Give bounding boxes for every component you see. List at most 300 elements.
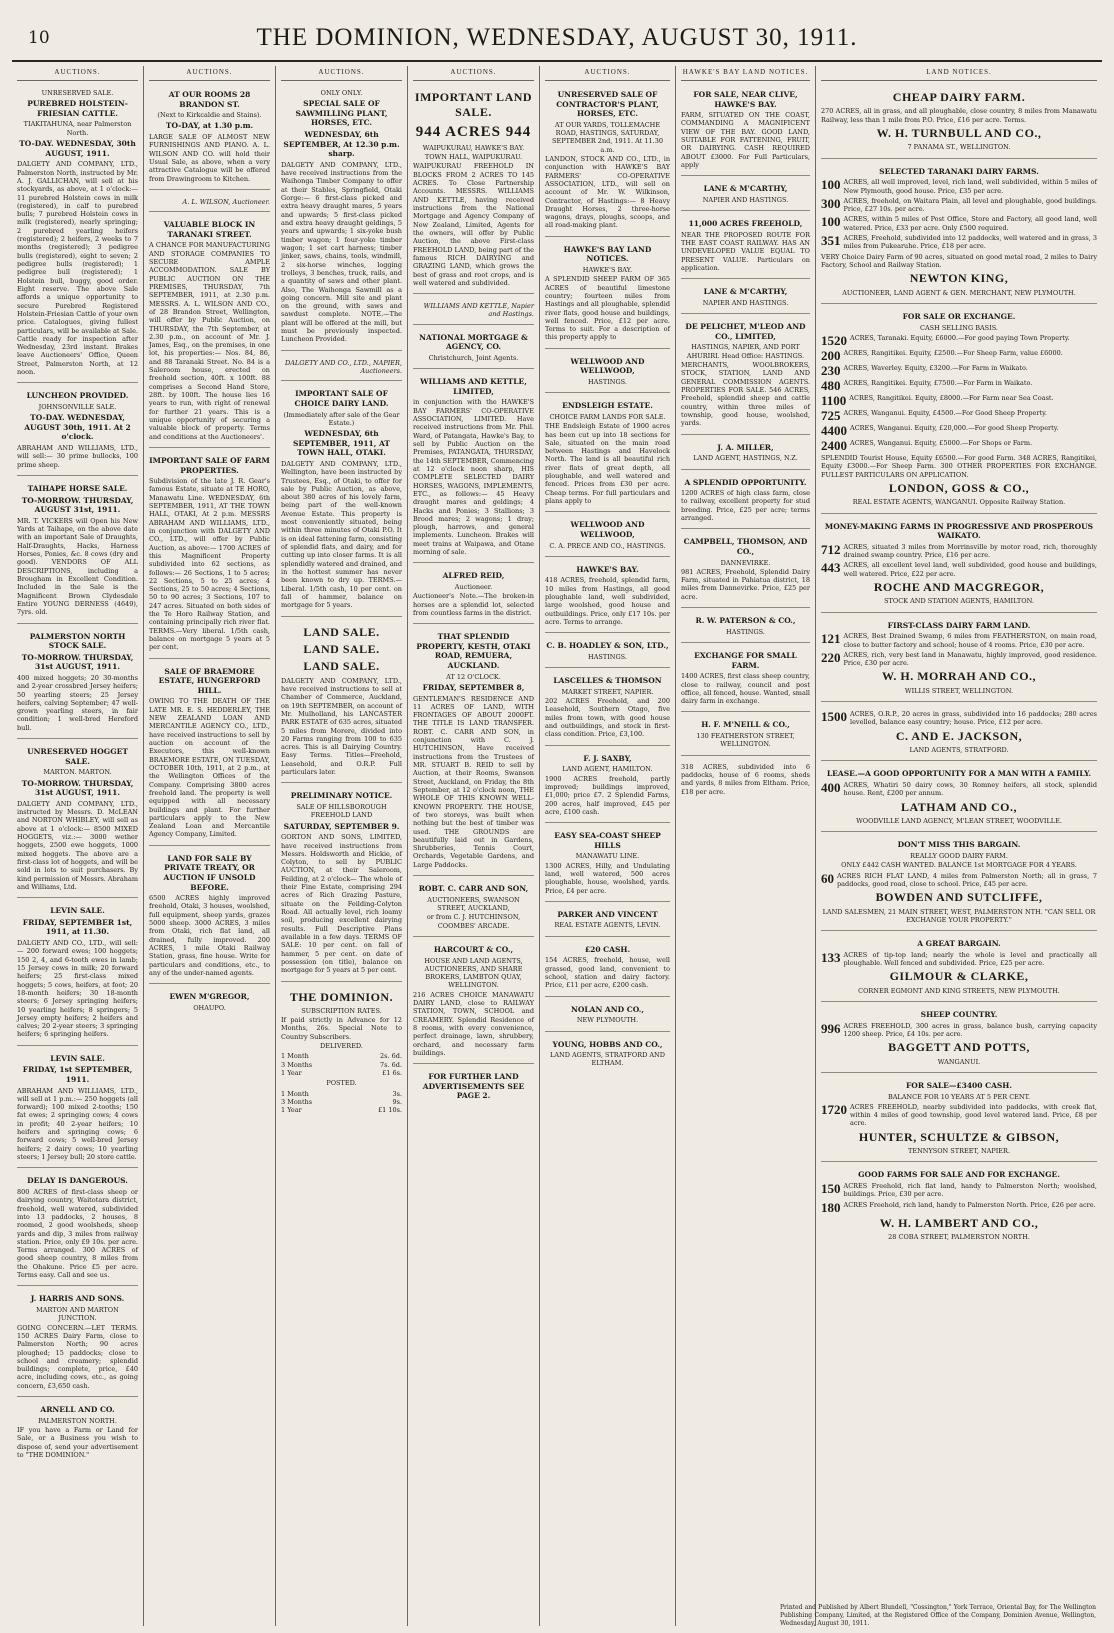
ad-title: PRELIMINARY NOTICE. [290,791,393,801]
ad-title: DELAY IS DANGEROUS. [27,1176,128,1186]
rate-period: 1 Year [281,1069,302,1078]
masthead [12,22,1102,62]
ad-body: 418 ACRES, freehold, splendid farm, 10 miles from Hastings, all good ploughable land, well subdivided, large woolshed, good house and outbuildings. Price, only £17 10s. per acre. Terms to arrange. [545,576,670,626]
ad-subtitle: MARKET STREET, NAPIER. [561,687,654,696]
firm-address: 7 PANAMA ST., WELLINGTON. [907,143,1011,152]
ad-title: WILLIAMS AND KETTLE, LIMITED, [420,377,527,396]
sale-date: TO-MORROW. THURSDAY, 31st AUGUST, 1911. [21,652,134,672]
sale-date: FRIDAY, 1st SEPTEMBER, 1911. [22,1065,133,1084]
ad-subtitle: HASTINGS. [588,652,627,661]
ad-body: WAIPUKURAU FREEHOLD IN BLOCKS FROM 2 ACRES TO 145 ACRES. To Close Partnership Accounts. MESSRS. WILLIAMS AND KETTLE, having received instructions from the National Mortgage and Agency Company of New Zealand, Limited, Agents for the owners, will offer by Public Auction, the above First-class FREEHOLD LAND, being part of the famous RICH DAIRYING and GRAZING LAND, which grows the best of grass and root crops, and is well watered and subdivided. [413,162,534,287]
firm-address: LAND SALESMEN, 21 MAIN STREET, WEST, PALMERSTON NTH. "CAN SELL OR EXCHANGE YOUR PROPERTY." [822,907,1096,924]
ad-title: 11,000 ACRES FREEHOLD, [688,219,803,229]
ad-title: DE PELICHET, M'LEOD AND CO., LIMITED, [685,322,806,341]
ad-title: ARNELL AND CO. [40,1405,115,1415]
ad-body: LANDON, STOCK AND CO., LTD., in conjunction with HAWKE'S BAY FARMERS' CO-OPERATIVE ASSOCIATION, LTD., will sell on account of Mr. W. Wilkinson, Contractor, of Hastings:— 8 Heavy Draught Horses, 2 three-horse wagons, drays, ploughs, scoops, and all road-making plant. [545,154,670,230]
column-heading: LAND NOTICES. [821,66,1097,81]
property-listing [821,349,1097,362]
property-listing [821,651,1097,668]
advertisement [545,826,670,902]
acreage-figure: 712 [821,541,841,557]
rate-period: 1 Month [281,1089,309,1098]
ad-title: IMPORTANT LAND SALE. [414,89,533,120]
firm-name: W. H. LAMBERT AND CO., [879,1215,1039,1230]
advertisement [17,1289,138,1397]
firm-address: LAND AGENTS, STRATFORD. [909,746,1009,755]
firm-name: W. H. MORRAH AND CO., [881,669,1037,684]
advertisement [681,759,810,802]
ad-title: PALMERSTON NORTH STOCK SALE. [29,631,126,651]
acreage-figure: 1520 [821,332,847,348]
ad-subtitle: TIAKITAHUNA, near Palmerston North. [23,120,132,137]
column-heading: AUCTIONS. [413,66,534,81]
advertisement [821,835,1097,931]
listing-text: ACRES, all excellent level land, well subdivided, good house and buildings, well watered. Price, £22 per acre. [843,561,1097,578]
advertisement [681,473,810,530]
firm-name: BAGGETT AND POTTS, [888,1040,1030,1055]
advertisement [149,987,270,1018]
advertisement [821,85,1097,159]
sale-date: TO-MORROW. THURSDAY, AUGUST 31st, 1911. [21,495,134,515]
advertisement [545,1035,670,1074]
ad-body: DALGETY AND CO., LTD., will sell:— 200 forward ewes; 100 hoggets; 150 2, 4, and 6-tooth ewes in lamb; 15 Jersey cows in milk; 20 forward heifers; 25 first-class mixed hoggets; 5 cows, heifers, at foot; 20 18-month heifers; 30 18-month steers; 6 Jersey springing heifers; 10 yearling heifers; 8 springers; 5 Jersey empty heifers; 2 heifers and calves; 20 2-year steers; 3 springing heifers; 6 springing heifers. [17,939,138,1039]
advertisement [821,1076,1097,1163]
column-heading: AUCTIONS. [545,66,670,81]
column-6 [676,66,816,1626]
ad-title: THE DOMINION. [289,989,394,1004]
ad-subtitle: 130 FEATHERSTON STREET, WELLINGTON. [696,732,795,749]
listing-text: ACRES Freehold, rich flat land, handy to Palmerston North; woolshed, buildings. Price, £30 per acre. [843,1182,1097,1199]
advertisement [821,764,1097,832]
ad-title: LAND SALE. [303,624,380,639]
advertisement [281,384,402,616]
property-listing [821,781,1097,798]
ad-subtitle: REALLY GOOD DAIRY FARM. [910,851,1008,860]
ad-body: DALGETY AND COMPANY, LTD., Wellington, have been instructed by Trustees, Esq., of Otaki, to offer for sale by Public Auction, as above, about 380 acres of his lovely farm, being part of the well-known Avenue Estate. This property is most conveniently situated, being within three minutes of Otaki P.O. It is on ideal fattening farm, consisting of splendid flats, and dairy, and for cutting up into closer farms. It is all splendidly watered and drained, and in the hottest summer has never been known to dry up. TERMS.—Liberal. 1/5th cash, 10 per cent. on fall of hammer, balance on mortgage for 5 years. [281,459,402,610]
ad-title: FOR SALE OR EXCHANGE. [902,312,1016,321]
ad-subtitle: BALANCE FOR 10 YEARS AT 5 PER CENT. [887,1092,1031,1101]
ad-title: FIRST-CLASS DAIRY FARM LAND. [887,620,1031,630]
property-listing [821,234,1097,251]
ad-subtitle: OHAUPO. [193,1003,226,1012]
ad-body: in conjunction with the HAWKE'S BAY FARMERS' CO-OPERATIVE ASSOCIATION, LIMITED. Have received instructions from Mr. Phil. Ward, of Patangata, Hawke's Bay, to sell by Public Auction on the Premises, PATANGATA, THURSDAY, the 14th SEPTEMBER, Commencing at 12 o'clock noon sharp, HIS COMPLETE SELECTED DAIRY HORSES, WAGONS, IMPLEMENTS, ETC., as follows:— 45 Heavy draught mares and geldings; 4 Hacks and Ponies; 3 Stallions; 3 Brood mares; 2 wagons; 1 dray; plough, harrows, and general implements. Luncheon. Brakes will meet trains at Waipawa, and Otane morning of sale. [413,398,535,557]
ad-subtitle: NEW PLYMOUTH. [576,1016,639,1025]
column-heading: AUCTIONS. [17,66,138,81]
ad-body: If paid strictly in Advance for 12 Months, 26s. Special Note to Country Subscribers. [281,1016,402,1041]
rate-price: £1 6s. [382,1069,402,1078]
ad-body: A SPLENDID SHEEP FARM OF 365 ACRES of beautiful limestone country; fourteen miles from Hastings and all ploughable, splendid river flats, good house and buildings, well fenced. Price, £12 per acre. Terms to suit. For a description of this property apply to [545,275,670,342]
listing-text: ACRES FREEHOLD, 300 acres in grass, balance bush, carrying capacity 1200 sheep. Price, £4 10s. per acre. [843,1021,1097,1038]
column-3 [276,66,408,1626]
ad-title: WELLWOOD AND WELLWOOD, [570,520,645,539]
listing-text: ACRES, Wanganui. Equity, £4500.—For Good Sheep Property. [843,408,1047,417]
listing-text: ACRES, Rangitikei. Equity, £2500.—For Sheep Farm, value £6000. [843,348,1063,357]
acreage-figure: 180 [821,1199,841,1215]
ad-subtitle: DANNEVIRKE. [720,558,771,567]
ad-subtitle: C. A. PRECE AND CO., HASTINGS. [549,541,666,550]
firm-name: LATHAM AND CO., [901,799,1017,814]
ad-title: C. B. HOADLEY & SON, LTD., [546,641,669,651]
listing-text: ACRES RICH FLAT LAND, 4 miles from Palmerston North; all in grass, 7 paddocks, good road, close to school. Price, £45 per acre. [837,871,1097,888]
ad-body: 981 ACRES, Freehold, Splendid Dairy Farm, situated in Pahiatua district, 18 miles from Dannevirke. Price, £25 per acre. [681,567,810,601]
signature: A. L. WILSON, Auctioneer. [182,197,270,206]
advertisement [413,566,534,624]
advertisement [681,317,810,434]
ad-title: A SPLENDID OPPORTUNITY. [684,477,807,487]
ad-subtitle: HASTINGS, NAPIER, AND PORT AHURIRI. Head Office: HASTINGS. [686,343,805,360]
ad-title: SHEEP COUNTRY. [920,1010,998,1020]
firm-address: WOODVILLE LAND AGENCY, M'LEAN STREET, WOODVILLE. [856,817,1062,826]
acreage-figure: 4400 [821,422,847,438]
ad-title: F. J. SAXBY, [583,753,632,763]
advertisement [281,354,402,382]
ad-subtitle: NAPIER AND HASTINGS. [702,195,789,204]
advertisement [821,517,1097,613]
firm-address: 28 COBA STREET, PALMERSTON NORTH. [888,1233,1030,1242]
property-listing [821,439,1097,452]
property-listing [821,178,1097,195]
advertisement [681,179,810,211]
listing-text: ACRES, Wanganui. Equity, £5000.—For Shops or Farm. [850,438,1033,447]
ad-subtitle: (Next to Kirkcaldie and Stains). [157,111,262,120]
ad-title: ROBT. C. CARR AND SON, [418,884,529,894]
ad-subtitle: MARTON. MARTON. [43,768,112,777]
advertisement [17,627,138,740]
column-heading: AUCTIONS. [149,66,270,81]
ad-subtitle: MARTON AND MARTON JUNCTION. [36,1305,119,1323]
ad-body: GENTLEMAN'S RESIDENCE AND 11 ACRES OF LAND, WITH FRONTAGES OF ABOUT 2000FT. THE TITLE IS LAND TRANSFER. ROBT. C. CARR AND SON, in conjunction with C. J. HUTCHINSON, Have received instructions from the Trustees of MR. STUART B. REID to sell by Auction, at their Rooms, Swanson Street, Auckland, on Friday, the 8th September, at 12 o'clock noon, THE WHOLE OF THIS KNOWN WELL-KNOWN PROPERTY. THE HOUSE, of two storeys, was built when nothing but the best of timber was used. THE GROUNDS are beautifully laid out in Gardens, Shrubberies, Tennis Court, Orchards, Vegetable Gardens, and Large Paddocks. [413,694,534,869]
ad-title: LAND FOR SALE BY PRIVATE TREATY, OR AUCTION IF UNSOLD BEFORE. [163,853,256,892]
ad-body: GORTON AND SONS, LIMITED, have received instructions from Messrs. Holdsworth and Hickie, of Colyton, to sell by PUBLIC AUCTION, at their Saleroom, Feilding, at 2 o'clock— The whole of their Fine Estate, comprising 294 acres of Rich Grazing Pasture, situate on the Feilding-Colyton Road. All actually level, rich loamy soil, producing excellent dairying results. Full Descriptive Plans available in a few days. TERMS OF SALE: 10 per cent. on fall of hammer, 5 per cent. on date of possession (on title), balance on mortgage for 5 years at 5 per cent. [281,833,402,975]
ad-title: LAND SALE. [303,659,380,674]
advertisement [681,282,810,314]
listing-text: ACRES, rich, very best land in Manawatu, highly improved, good residence. Price, £30 per acre. [843,650,1097,668]
ad-subtitle: ONLY £442 CASH WANTED. BALANCE 1st MORTGAGE FOR 4 YEARS. [841,861,1077,870]
ad-title: EASY SEA-COAST SHEEP HILLS [554,831,661,850]
acreage-figure: 121 [821,631,841,647]
ad-body: NEAR THE PROPOSED ROUTE FOR THE EAST COAST RAILWAY. HAS AN UNDEVELOPED VALUE EQUAL TO PRESENT VALUE. Particulars on application. [681,230,810,273]
ad-body: DALGETY AND COMPANY, LTD., Palmerston North, instructed by Mr. A. J. GALLICHAN, will sell at his stockyards, as above, at 1 o'clock:— 11 purebred Holstein cows in milk (registered), in calf to purebred bulls; 7 purebred Holstein cows in milk (registered), nearly springing; 2 purebred yearling heifers (registered); 2 heifers, 2 weeks to 7 months (registered); 3 pedigree bulls (registered), eight to seven; 2 pedigree bulls (registered); 1 pedigree bull (registered); 1 Holstein bull, buggy, good order. Eight reserve. The above Sale affords a unique opportunity to secure Purebred Registered Holstein-Friesian Cattle of your own price. Catalogues, giving fullest particulars, will be available at Sale. Cattle ready for inspection after Wednesday, 23rd instant. Brakes leave Auctioneers' Office, Queen Street, Palmerston North, at 12 noon. [17,160,138,377]
sale-date: WEDNESDAY, 6th SEPTEMBER, At 12.30 p.m. sharp. [283,130,400,159]
rate-row [281,1069,402,1077]
property-listing [821,710,1097,727]
ad-subtitle: SUBSCRIPTION RATES. [301,1006,382,1015]
listing-text: ACRES, Rangitikei. Equity, £7500.—For Farm in Waikato. [843,378,1033,387]
ad-title: £20 CASH. [584,944,631,954]
ad-subtitle: or from C. J. HUTCHINSON, COOMBES' ARCADE. [426,913,521,930]
listing-text: ACRES, Waverley. Equity, £3200.—For Farm in Waikato. [843,363,1028,372]
property-listing [821,424,1097,437]
advertisement [545,560,670,633]
rate-period: 1 Year [281,1106,302,1115]
signature: WILLIAMS AND KETTLE, Napier and Hastings. [423,302,534,319]
property-listing [821,364,1097,377]
ad-subtitle: HOUSE AND LAND AGENTS, AUCTIONEERS, AND SHARE BROKERS, LAMBTON QUAY, WELLINGTON. [424,956,523,990]
acreage-figure: 996 [821,1020,841,1036]
acreage-figure: 150 [821,1181,841,1197]
acreage-figure: 1720 [821,1101,847,1117]
advertisement [149,193,270,212]
advertisement [149,85,270,190]
advertisement [545,396,670,512]
ad-title: R. W. PATERSON & CO., [695,616,796,626]
ad-title: YOUNG, HOBBS AND CO., [552,1039,663,1049]
column-heading: HAWKE'S BAY LAND NOTICES. [681,66,810,81]
advertisement [413,879,534,937]
advertisement [545,671,670,745]
listing-text: ACRES, Best Drained Swamp, 6 miles from FEATHERSTON, on main road, close to butter factory and school; house of 4 rooms. Price, £30 per acre. [843,632,1097,649]
ad-subtitle: AUCTIONEERS, SWANSON STREET, AUCKLAND, [427,895,520,913]
ad-body: 202 ACRES Freehold, and 200 Leasehold, Southern Otago, five miles from town, with good house and outbuildings, and stock in first-class condition. Price, £3,100. [545,697,670,739]
firm-name: W. H. TURNBULL AND CO., [876,125,1042,140]
ad-body: 400 mixed hoggets; 20 30-months and 2-year crossbred Jersey heifers; 50 yearling steers; 25 Jersey heifers, calving September; 47 well-grown yearling steers, in fair condition; 1 well-bred Hereford bull. [17,673,138,732]
ad-title: UNRESERVED SALE OF CONTRACTOR'S PLANT, HORSES, ETC. [556,89,659,119]
ad-title: EXCHANGE FOR SMALL FARM. [694,651,797,670]
ad-title: THAT SPLENDID PROPERTY, KESTH, OTAKI ROAD, REMUERA, AUCKLAND. [416,632,531,671]
ad-title: FOR SALE, NEAR CLIVE, HAWKE'S BAY. [693,89,798,109]
advertisement [17,479,138,624]
acreage-figure: 351 [821,233,841,249]
ad-title: AT OUR ROOMS 28 BRANDON ST. [168,89,251,109]
firm-address: STOCK AND STATION AGENTS, HAMILTON. [884,597,1034,606]
advertisement [17,386,138,476]
rate-row [281,1052,402,1060]
column-4 [408,66,540,1626]
ad-body: ABRAHAM AND WILLIAMS, LTD., will sell:— 30 prime bullocks, 100 prime sheep. [17,444,138,469]
property-listing [821,872,1097,889]
property-listing [821,379,1097,392]
firm-name: HUNTER, SCHULTZE & GIBSON, [858,1129,1060,1144]
signature: DALGETY AND CO., LTD., NAPIER, Auctioneers. [285,358,402,376]
rate-period: 3 Months [281,1060,313,1069]
ad-kicker: ONLY ONLY. [320,88,363,97]
property-listing [821,543,1097,560]
ad-title: LEVIN SALE. [50,1053,105,1063]
advertisement [413,940,534,1064]
advertisement [681,646,810,712]
property-listing [821,632,1097,649]
firm-address: TENNYSON STREET, NAPIER. [908,1147,1010,1156]
ad-subtitle: HASTINGS. [726,627,765,636]
ad-title: HAWKE'S BAY. [576,564,639,574]
advertisement [17,1049,138,1169]
ad-title: MONEY-MAKING FARMS IN PROGRESSIVE AND PROSPEROUS WAIKATO. [824,521,1094,541]
advertisement [281,620,402,784]
property-listing [821,1182,1097,1199]
advertisement [149,662,270,846]
ad-body: 1900 ACRES freehold, partly improved; buildings improved, £1,000; price £7. 2 Splendid Farms, 200 acres, half improved, £45 per acre, £100 cash. [545,774,670,816]
acreage-figure: 100 [821,214,841,230]
rates-delivered [281,1052,402,1077]
firm-address: CORNER EGMONT AND KING STREETS, NEW PLYMOUTH. [858,986,1060,995]
advertisement [17,742,138,898]
ad-body: 800 ACRES of first-class sheep or dairying country, Waitotara district, freehold, well watered, subdivided into 13 paddocks, 2 houses, 8 roomed, 2 good woolsheds, sheep yards and dip, 3 miles from railway station. Price, only £9 10s. per acre. Terms arranged. 300 ACRES of good sheep country, 8 miles from the Ohakune. Price £5 per acre. Terms easy. Call and see us. [17,1187,138,1280]
listing-text: ACRES Freehold, rich land, handy to Palmerston North. Price, £26 per acre. [843,1200,1096,1209]
ad-body: GOING CONCERN.—LET TERMS. 150 ACRES Dairy Farm, close to Palmerston North; 90 acres ploughed; 15 paddocks; close to school and creamery; splendid buildings; complete, price, £40 acre, including cows, etc., as going concern, £3,650 cash. [17,1323,138,1390]
ad-body: LARGE SALE OF ALMOST NEW FURNISHINGS AND PIANO. A. L. WILSON AND CO. will hold their Usual Sale, as above, when a very attractive Catalogue will be offered from Drawingroom to Kitchen. [149,133,270,183]
ad-title: LEVIN SALE. [50,906,105,916]
ad-body: 270 ACRES, all in grass, and all ploughable, close country, 8 miles from Manawatu Railway, less than 1 mile from P.O. Price, £16 per acre. Terms. [821,107,1097,124]
advertisement [281,985,402,1122]
advertisement [821,1005,1097,1073]
property-listing [821,1103,1097,1128]
acreage-figure: 200 [821,347,841,363]
acreage-figure: 1100 [821,392,847,408]
ad-subtitle: NAPIER AND HASTINGS. [702,298,789,307]
advertisement [413,627,534,876]
property-listing [821,197,1097,214]
advertisement [413,372,534,563]
acreage-figure: 400 [821,780,841,796]
rate-price: 7s. 6d. [380,1060,402,1069]
ad-subtitle: LAND AGENT, HAMILTON. [562,765,653,774]
rate-price: 3s. [392,1089,402,1098]
listing-text: ACRES, situated 3 miles from Morrinsville by motor road, rich, thoroughly drained swamp country. Price, £16 per acre. [843,542,1097,560]
newspaper-title: THE DOMINION, WEDNESDAY, AUGUST 30, 1911. [256,24,858,51]
ad-subtitle: HASTINGS. [588,377,627,386]
ad-body: DALGETY AND COMPANY, LTD., have received instructions to sell at Chamber of Commerce, Auckland, on 19th SEPTEMBER, on account of Mr. Mulholland, his LANCASTER PARK ESTATE of 635 acres, situated 5 miles from Morere, divided into 20 Farms ranging from 100 to 635 acres. This is all Dairying Country. Easy Terms. Titles—Freehold, Leasehold, and O.R.P. Full particulars later. [281,676,402,777]
sale-date: TO-MORROW. THURSDAY, 31st AUGUST, 1911. [21,778,134,798]
ad-title: J. A. MILLER, [717,442,774,452]
ad-body: 318 ACRES, subdivided into 6 paddocks, house of 6 rooms, sheds and yards, 8 miles from Eltham. Price, £18 per acre. [681,762,810,796]
ad-title: UNRESERVED HOGGET SALE. [27,747,128,766]
advertisement [149,451,270,659]
firm-address: AUCTIONEER, LAND AGENT & GEN. MERCHANT, NEW PLYMOUTH. [842,288,1076,297]
acreage-figure: 725 [821,407,841,423]
ad-kicker: UNRESERVED SALE. [41,88,114,97]
ad-body: 1400 ACRES, first class sheep country, close to railway, council and post office, all fenced, house. Wanted, small dairy farm in exchange. [681,672,810,706]
ad-body: THE Endsleigh Estate of 1900 acres has been cut up into 18 sections for Sale, situated on the main road between Hastings and Havelock North. The land is all beautiful rich river flats of great depth, all ploughable, and well watered and fenced. Prices from £30 per acre. Cheap terms. For full particulars and plans apply to [545,422,670,506]
listing-text: ACRES, within 5 miles of Post Office, Store and Factory, all good land, well watered. Price, £33 per acre. Only £500 required. [843,215,1097,232]
acreage-figure: 220 [821,649,841,665]
acreage-figure: 443 [821,560,841,576]
ad-subtitle: MANAWATU LINE. [575,852,640,861]
firm-name: NEWTON KING, [909,271,1009,286]
property-listing [821,561,1097,578]
listing-text: ACRES, all well improved, level, rich land, well subdivided, within 5 miles of New Plymouth, good house. Price, £35 per acre. [843,178,1097,195]
listing-text: ACRES, Taranaki. Equity, £6000.—For good paying Town Property. [850,333,1070,342]
ad-body: 1300 ACRES, Hilly, and Undulating land, well watered, 500 acres ploughable, house, woolshed, yards. Price, £4 per acre. [545,861,670,895]
firm-address: REAL ESTATE AGENTS, WANGANUI. Opposite Railway Station. [852,498,1066,507]
ad-title: PUREBRED HOLSTEIN-FRIESIAN CATTLE. [27,99,128,118]
rate-price: 2s. 6d. [380,1052,402,1061]
ad-title: HARCOURT & CO., [433,944,514,954]
ad-title: FOR SALE—£3400 CASH. [905,1080,1013,1090]
ad-subtitle: LAND AGENT, HASTINGS, N.Z. [693,454,798,463]
firm-name: GILMOUR & CLARKE, [889,969,1029,984]
ad-subtitle: PALMERSTON NORTH. [38,1416,117,1425]
ad-body: A CHANCE FOR MANUFACTURING AND STORAGE COMPANIES TO SECURE AMPLE ACCOMMODATION. SALE BY PUBLIC AUCTION ON THE PREMISES, THURSDAY, 7th SEPTEMBER, 1911, at 2.30 p.m. MESSRS. A. L. WILSON AND CO., of 28 Brandon Street, Wellington, will offer by Public Auction, on THURSDAY, the 7th September, at 2.30 p.m., on account of Mr. J. James, Esq., on the premises, in one lot, his properties:— Nos. 84, 86, and 88 Taranaki Street. No. 84 is a Saleroom house, erected on freehold section, 40ft. x 100ft. 88 comprises a Second Hand Store, 28ft. by 100ft. The house lies 16 years to run, with right of renewal for further 21 years. This is a unique opportunity of securing a valuable block of property. Terms and conditions at the Auctioneers'. [149,241,270,441]
ad-title: A GREAT BARGAIN. [917,939,1001,949]
page-columns [12,66,1102,1626]
rates-posted [281,1090,402,1115]
rates-heading: POSTED. [326,1079,357,1088]
column-7 [816,66,1102,1626]
advertisement [545,636,670,668]
ad-title: SPECIAL SALE OF SAWMILLING PLANT, HORSES, ETC. [295,99,388,128]
property-listing [821,409,1097,422]
advertisement [413,1067,534,1108]
listing-text: ACRES, Whatiri 50 dairy cows, 30 Romney heifers, all stock, splendid house. Rent, £200 per annum. [843,781,1097,798]
acreage-figure: 2400 [821,437,847,453]
ad-title: CAMPBELL, THOMSON, AND CO., [683,537,808,556]
sale-date: TO-DAY, at 1.30 p.m. [165,121,254,131]
ad-body: MR. T. VICKERS will Open his New Yards at Taihape, on the above date with an important Sale of Draughts, Half-Draughts, Hacks, Harness Horses, Ponies, &c. 8 cows (dry and good). VENDORS OF ALL DESCRIPTIONS, including a Brougham in Excellent Condition. Included in the Sale is the Magnificent Brown Clydesdale Entire YOUNG DERNESS (4649), 7yrs. old. [17,516,138,617]
advertisement [821,616,1097,703]
rate-price: £1 10s. [377,1106,402,1115]
sale-date: SATURDAY, SEPTEMBER 9. [283,821,400,831]
ad-subtitle: JOHNSONVILLE SALE. [38,402,117,411]
ad-title: WELLWOOD AND WELLWOOD, [570,356,645,376]
acreage-headline: 944 ACRES 944 [415,123,532,140]
advertisement [545,240,670,349]
ad-subtitle: WAIPUKURAU, HAWKE'S BAY. [422,143,525,152]
ad-subtitle: TOWN HALL, WAIPUKURAU. [424,153,523,162]
ad-subtitle: (Immediately after sale of the Gear Estate.) [283,410,400,427]
advertisement [545,749,670,823]
ad-title: LANE & M'CARTHY, [703,184,788,194]
ad-title: ALFRED REID, [442,571,505,581]
ad-title: VALUABLE BLOCK IN TARANAKI STREET. [163,220,256,239]
ad-title: NOLAN AND CO., [570,1004,645,1014]
page-number: 10 [28,28,50,48]
advertisement [545,352,670,394]
advertisement [545,940,670,997]
ad-body: DALGETY AND COMPANY, LTD., have received instructions from the Waihonga Timber Company to offer at their Stables, Springfield, Otaki Gorge:— 6 first-class picked and extra heavy draught mares, 5 years and upwards; 5 first-class picked and extra heavy draught geldings, 5 years and upwards; 1 six-yoke bush timber wagon; 1 four-yoke timber wagon; 1 set cart harness; timber jinker, saws, chains, tools, windmill, 2 six-horse winches, logging trolleys, 3 benches, truck, rails, and a quantity of saws and other plant. Also, The Waihonga Sawmill as a going concern. Mill site and plant on the ground, with saws and sawdust complete. NOTE.—The plant will be offered at the mill, but must be previously inspected. Luncheon Provided. [281,160,402,344]
column-5 [540,66,676,1626]
ad-title: DON'T MISS THIS BARGAIN. [897,840,1021,850]
advertisement [681,611,810,643]
ad-title: FOR FURTHER LAND ADVERTISEMENTS SEE PAGE 2. [422,1072,525,1101]
listing-text: ACRES, Wanganui. Equity, £20,000.—For good Sheep Property. [850,423,1059,432]
rate-row [281,1061,402,1069]
rate-row [281,1098,402,1106]
firm-name: C. AND E. JACKSON, [895,728,1023,743]
advertisement [545,85,670,237]
advertisement [17,901,138,1046]
acreage-figure: 300 [821,195,841,211]
rate-period: 3 Months [281,1097,313,1106]
ad-title: LEASE.—A GOOD OPPORTUNITY FOR A MAN WITH A FAMILY. [826,769,1092,779]
advertisement [281,786,402,981]
ad-body: MERCHANTS, WOOLBROKERS, STOCK, STATION, LAND AND GENERAL COMMISSION AGENTS. PROPERTIES FOR SALE. 546 ACRES, Freehold, splendid sheep and cattle country, within three miles of township, good house, woolshed, yards. [681,361,810,428]
advertisement [149,849,270,985]
ad-title: HAWKE'S BAY LAND NOTICES. [563,244,652,264]
ad-title: TAIHAPE HORSE SALE. [27,484,128,494]
ad-subtitle: REAL ESTATE AGENTS, LEVIN. [554,921,661,930]
advertisement [149,215,270,448]
advertisement [821,1165,1097,1247]
listing-text: ACRES, O.R.P., 20 acres in grass, subdivided into 16 paddocks; 280 acres levelled, balance easy country; house. Price, £12 per acre. [850,710,1097,727]
imprint: Printed and Published by Albert Blundell, "Cossington," York Terrace, Oriental Bay, for The Wellington Publishing Company, Limited, at the Registered Office of the Company, Dominion Avenue, Wellington, Wednesday, August 30, 1911. [780,1604,1096,1627]
advertisement [681,85,810,176]
sale-date: TO-DAY. WEDNESDAY, AUGUST 30th, 1911. At 2 o'clock. [24,413,131,442]
column-heading: AUCTIONS. [281,66,402,81]
ad-body: 154 ACRES, freehold, house, well grassed, good land, convenient to school, station and dairy factory. Price, £11 per acre, £200 cash. [545,956,670,990]
ad-body: ABRAHAM AND WILLIAMS, LTD., will sell at 1 p.m.:— 250 hoggets (all forward); 100 mixed 2-tooths; 150 fat ewes; 2 springing cows; 4 cows in profit; 40 2-year heifers; 10 heifers and springing cows; 6 forward cows; 5 well-bred Jersey heifers; 2 dairy cows; 10 yearling steers; 1 Jersey bull; 20 store cattle. [17,1086,138,1162]
listing-text: ACRES, Rangitikei. Equity, £8000.—For Farm near Sea Coast. [849,393,1054,402]
ad-body: 6500 ACRES highly improved freehold, Otaki, 3 houses, woolshed, full equipment, sheep yards, grazes 5000 sheep. 3000 ACRES, 3 miles from Otaki, rich flat land, all drained, fully improved. 200 ACRES, 1 mile Otaki Railway Station, grass, fine house. Write for particulars and conditions, etc., to any of the under-named agents. [149,894,270,977]
advertisement [821,934,1097,1002]
ad-subtitle: HAWKE'S BAY. [582,265,633,274]
rates-heading: DELIVERED. [320,1042,363,1051]
advertisement [413,328,534,370]
rate-row [281,1106,402,1114]
acreage-figure: 60 [821,870,834,886]
ad-body: Subdivision of the late J. R. Gear's famous Estate, situate at TE HORO, Manawatu Line. WEDNESDAY, 6th SEPTEMBER, 1911, AT THE TOWN HALL, OTAKI, At 2 p.m. MESSRS ABRAHAM AND WILLIAMS, LTD., in conjunction with DALGETY AND CO., LTD., will offer by Public Auction, as above:— 1700 ACRES of this Magnificent Property subdivided into 62 sections, as follows:— 26 Sections, 1 to 5 acres; 22 Sections, 5 to 25 acres; 4 Sections, 25 to 50 acres; 4 Sections, 50 to 90 acres; 3 Sections, 107 to 247 acres. Situated on both sides of the Te Horo Railway Station, and containing principally rich river flat. TERMS.—Very liberal. 1/5th cash, balance on mortgage 5 years at 5 per cent. [149,477,270,652]
firm-name: LONDON, GOSS & CO., [888,480,1030,495]
property-listing [821,951,1097,968]
